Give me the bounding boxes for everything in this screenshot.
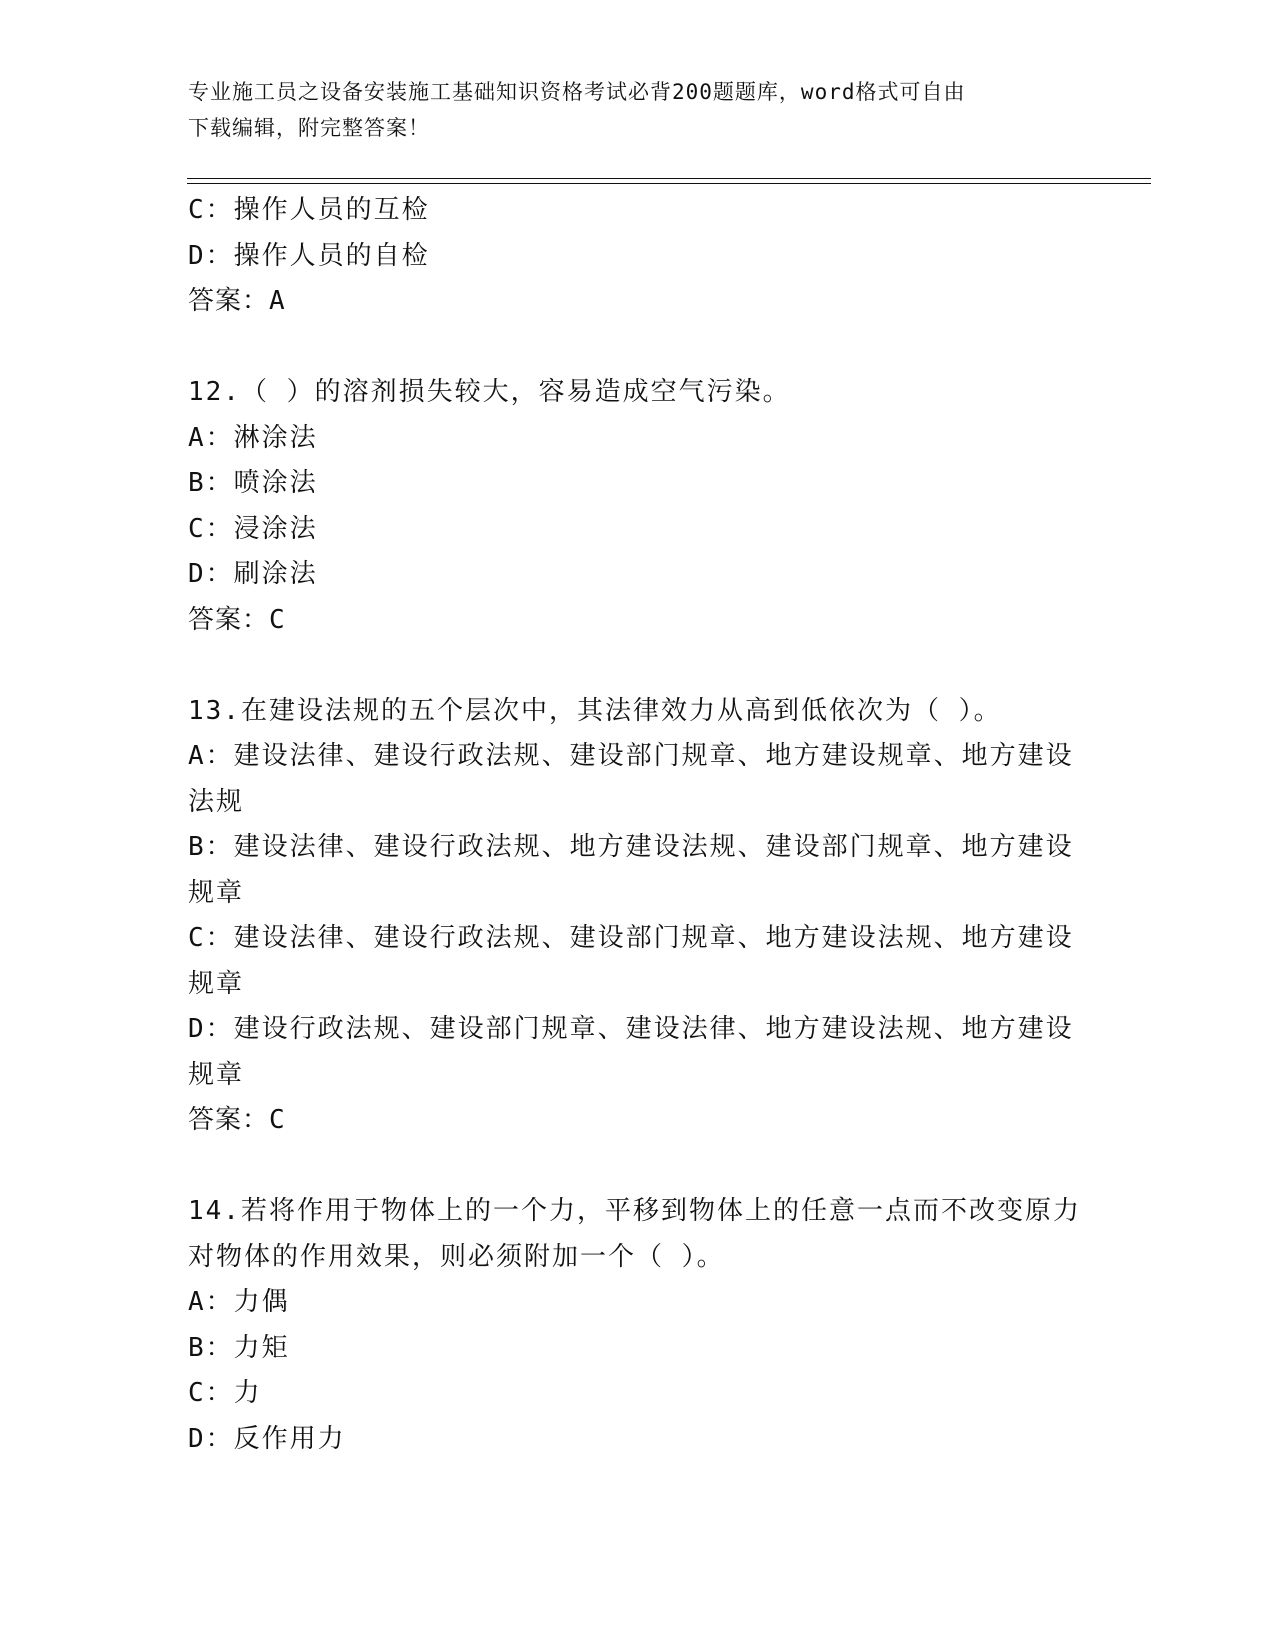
question-stem: 12.（ ）的溶剂损失较大，容易造成空气污染。	[188, 377, 791, 407]
answer-line: 答案：C	[188, 1105, 286, 1135]
question-13	[188, 689, 1088, 1144]
option-c: C：建设法律、建设行政法规、建设部门规章、地方建设法规、地方建设规章	[188, 923, 1074, 999]
option-c: C：力	[188, 1378, 262, 1408]
option-d: D：操作人员的自检	[188, 240, 430, 271]
option-a: A：淋涂法	[188, 422, 318, 453]
question-content	[188, 188, 1088, 1462]
header-title-line-2: 下载编辑，附完整答案！	[188, 116, 430, 140]
answer-line: 答案：A	[188, 286, 286, 316]
option-b: B：力矩	[188, 1332, 290, 1363]
question-14	[188, 1189, 1088, 1462]
header-rule-bottom	[187, 183, 1151, 184]
option-a: A：建设法律、建设行政法规、建设部门规章、地方建设规章、地方建设法规	[188, 741, 1074, 817]
option-d: D：反作用力	[188, 1423, 346, 1454]
option-d: D：刷涂法	[188, 559, 318, 589]
question-12	[188, 370, 1088, 643]
header-rule-top	[187, 178, 1151, 179]
option-c: C：操作人员的互检	[188, 195, 430, 225]
option-c: C：浸涂法	[188, 513, 318, 544]
question-stem: 13.在建设法规的五个层次中，其法律效力从高到低依次为（ ）。	[188, 695, 1002, 726]
option-d: D：建设行政法规、建设部门规章、建设法律、地方建设法规、地方建设规章	[188, 1014, 1074, 1090]
question-spacer	[188, 643, 1088, 689]
question-spacer	[188, 325, 1088, 371]
option-b: B：喷涂法	[188, 468, 318, 498]
question-11-continuation	[188, 188, 1088, 325]
answer-line: 答案：C	[188, 604, 286, 635]
question-stem: 14.若将作用于物体上的一个力，平移到物体上的任意一点而不改变原力对物体的作用效果，则必须附加一个（ ）。	[188, 1196, 1081, 1272]
document-header	[188, 74, 1068, 146]
option-a: A：力偶	[188, 1287, 290, 1317]
header-title-line-1: 专业施工员之设备安装施工基础知识资格考试必背200题题库，word格式可自由	[188, 80, 966, 104]
question-spacer	[188, 1144, 1088, 1190]
option-b: B：建设法律、建设行政法规、地方建设法规、建设部门规章、地方建设规章	[188, 832, 1074, 908]
